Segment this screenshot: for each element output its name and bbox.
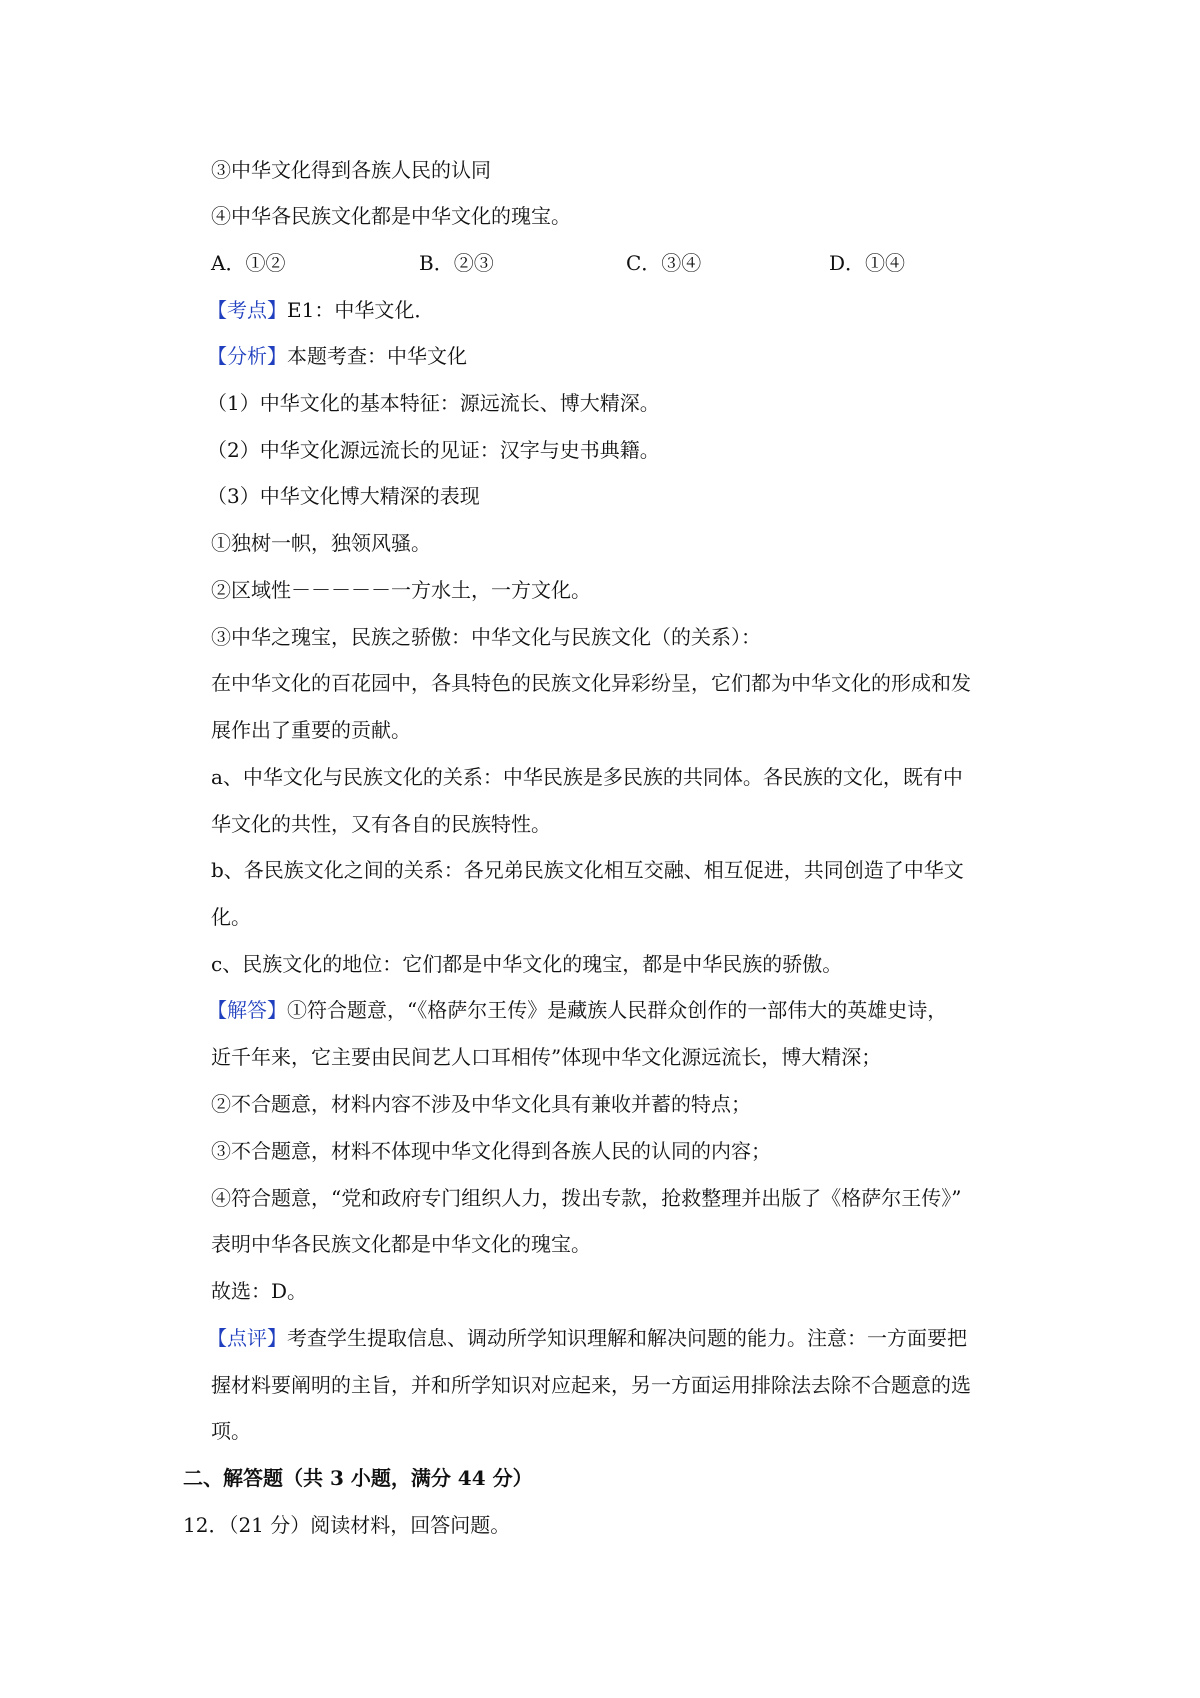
kaodian-text: E1：中华文化．: [287, 298, 435, 322]
fenxi-tag: 【分析】: [207, 344, 287, 368]
analysis-line: （1）中华文化的基本特征：源远流长、博大精深。: [207, 391, 660, 415]
analysis-line: 展作出了重要的贡献。: [211, 718, 411, 742]
analysis-line: 在中华文化的百花园中，各具特色的民族文化异彩纷呈，它们都为中华文化的形成和发: [211, 671, 971, 695]
analysis-line: ②区域性－－－－－一方水土，一方文化。: [211, 578, 591, 602]
statement-4: ④中华各民族文化都是中华文化的瑰宝。: [211, 204, 571, 228]
analysis-line: a、中华文化与民族文化的关系：中华民族是多民族的共同体。各民族的文化，既有中: [211, 765, 963, 789]
comment-line: 项。: [211, 1419, 251, 1443]
analysis-line: c、民族文化的地位：它们都是中华文化的瑰宝，都是中华民族的骄傲。: [211, 952, 843, 976]
fenxi-text: 本题考查：中华文化: [287, 344, 467, 368]
final-choice: 故选：D。: [211, 1279, 308, 1303]
dianping-text: 考查学生提取信息、调动所学知识理解和解决问题的能力。注意：一方面要把: [287, 1326, 967, 1350]
answer-line: ③不合题意，材料不体现中华文化得到各族人民的认同的内容；: [211, 1139, 771, 1163]
analysis-line: 化。: [211, 905, 251, 929]
answer-line: ④符合题意，“党和政府专门组织人力，拨出专款，抢救整理并出版了《格萨尔王传》”: [211, 1186, 962, 1210]
answer-options: [211, 250, 971, 276]
kaodian-line: [207, 297, 434, 323]
analysis-line: 华文化的共性，又有各自的民族特性。: [211, 812, 551, 836]
option-a: A．①②: [211, 251, 286, 275]
analysis-line: ③中华之瑰宝，民族之骄傲：中华文化与民族文化（的关系）：: [211, 625, 761, 649]
dianping-line: [207, 1325, 967, 1351]
jieda-text: ①符合题意，“《格萨尔王传》是藏族人民群众创作的一部伟大的英雄史诗，: [287, 998, 948, 1022]
option-b: B．②③: [419, 251, 494, 275]
option-d: D．①④: [829, 251, 906, 275]
jieda-tag: 【解答】: [207, 998, 287, 1022]
dianping-tag: 【点评】: [207, 1326, 287, 1350]
question-12: 12．（21 分）阅读材料，回答问题。: [183, 1513, 511, 1537]
section-heading: 二、解答题（共 3 小题，满分 44 分）: [183, 1466, 533, 1490]
answer-line: 近千年来，它主要由民间艺人口耳相传”体现中华文化源远流长，博大精深；: [211, 1045, 882, 1069]
fenxi-line: [207, 343, 467, 369]
analysis-line: ①独树一帜，独领风骚。: [211, 531, 431, 555]
jieda-line: [207, 997, 947, 1023]
option-c: C．③④: [626, 251, 702, 275]
comment-line: 握材料要阐明的主旨，并和所学知识对应起来，另一方面运用排除法去除不合题意的选: [211, 1373, 971, 1397]
statement-3: ③中华文化得到各族人民的认同: [211, 158, 491, 182]
answer-line: 表明中华各民族文化都是中华文化的瑰宝。: [211, 1232, 591, 1256]
analysis-line: b、各民族文化之间的关系：各兄弟民族文化相互交融、相互促进，共同创造了中华文: [211, 858, 964, 882]
answer-line: ②不合题意，材料内容不涉及中华文化具有兼收并蓄的特点；: [211, 1092, 751, 1116]
analysis-line: （3）中华文化博大精深的表现: [207, 484, 480, 508]
kaodian-tag: 【考点】: [207, 298, 287, 322]
analysis-line: （2）中华文化源远流长的见证：汉字与史书典籍。: [207, 438, 660, 462]
